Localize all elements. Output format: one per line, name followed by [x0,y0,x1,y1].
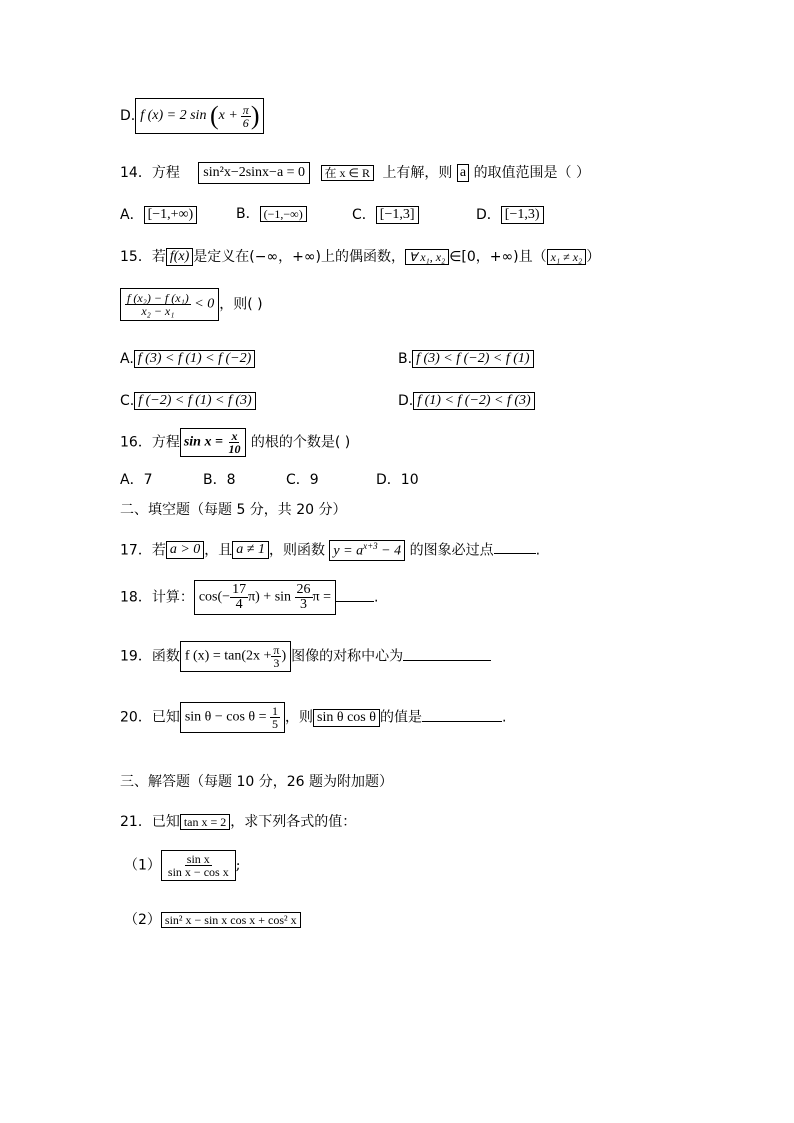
q21-stem: 21．已知 tan x = 2 ，求下列各式的值： [120,814,357,830]
q14-stem [120,162,590,184]
q14-option-c: C． [−1,3] [352,206,419,224]
q16-stem: 16．方程 sin x = $\frac{x}{10}$ 的根的个数是( ) [120,429,351,456]
q14-number: 14．方程 [120,165,180,181]
q16-option-a: A．7 [120,472,153,488]
q13-option-d [120,98,264,134]
q21-part2: （2） sin² x − sin x cos x + cos² x [124,912,301,928]
q16-option-d: D．10 [376,472,419,488]
q19-answer-blank[interactable] [403,660,491,661]
q20-expression: sin θ cos θ [313,709,380,727]
q18-stem: 18．计算： cos(− $\frac{17}{4}$ π) + sin $\frac{26}{3}$ π = . [120,580,378,615]
q15-option-b: B. f (3) < f (−2) < f (1) [398,350,534,368]
q17-answer-blank[interactable] [494,553,536,554]
q15-stem: 15．若 f(x) 是定义在(−∞，+∞)上的偶函数， ∀ x₁, x₂ ∈[0，+∞)且（ x₁ ≠ x₂ ） [120,249,601,265]
q14-option-b: B． (−1,−∞) [236,206,307,222]
q14-option-d: D． [−1,3) [476,206,544,224]
q15-option-c: C. f (−2) < f (1) < f (3) [120,392,256,410]
q14-text-end: 的取值范围是（ ） [473,165,591,181]
q16-equation: sin x = $\frac{x}{10}$ [180,428,247,457]
q18-answer-blank[interactable] [336,601,374,602]
q16-option-c: C．9 [286,472,319,488]
q21-part1: （1） $\frac{\text{sin x}}{\text{sin x − cos x}}$ ; [124,852,241,879]
q14-var: a [457,164,469,182]
q17-stem: 17．若 a > 0 ，且 a ≠ 1 ，则函数 $y = a^{x+3} - 4$ 的图象必过点 . [120,541,541,559]
q21-condition: tan x = 2 [180,814,230,830]
q16-option-b: B．8 [203,472,236,488]
q15-neq: x₁ ≠ x₂ [547,249,587,265]
q15-condition: $\frac{\text{f (x₂) − f (x₁)}}{\text{x₂ − x₁}}$ < 0 ，则( ) [120,288,263,321]
q19-stem: 19．函数 f (x) = tan(2x + $\frac{\pi}{3}$ ) 图像的对称中心为 [120,641,491,672]
q20-stem: 20．已知 sin θ − cos θ = $\frac{1}{5}$ ，则 sin θ cos θ 的值是 . [120,704,507,731]
q13-option-d-label: D. [120,108,136,124]
q20-answer-blank[interactable] [422,721,502,722]
q17-function: $y = a^{x+3} - 4$ [329,540,405,561]
q15-fraction: $\frac{\text{f (x₂) − f (x₁)}}{\text{x₂ − x₁}}$ < 0 [120,288,219,321]
q14-domain: 在 x ∈ R [321,165,374,181]
q17-cond2: a ≠ 1 [232,541,269,559]
q19-function: f (x) = tan(2x + $\frac{\pi}{3}$ ) [180,641,291,672]
q18-expression: cos(− $\frac{17}{4}$ π) + sin $\frac{26}{3}$ π = [194,580,336,615]
q15-option-a: A. f (3) < f (1) < f (−2) [120,350,255,368]
q17-cond1: a > 0 [166,541,204,559]
section3-title: 三、解答题（每题 10 分，26 题为附加题） [120,774,393,790]
q21-part2-expression: sin² x − sin x cos x + cos² x [161,912,301,928]
q15-option-d: D. f (1) < f (−2) < f (3) [398,392,535,410]
q14-equation: sin²x−2sinx−a = 0 [198,162,310,184]
q20-condition: sin θ − cos θ = $\frac{1}{5}$ [180,702,285,733]
q14-option-a: A． [−1,+∞) [120,206,197,224]
q15-forall: ∀ x₁, x₂ [405,249,449,265]
q13-option-d-formula: f (x) = 2 sin (x + $\frac{\pi}{6}$ ) [135,98,264,134]
q21-part1-fraction: $\frac{\text{sin x}}{\text{sin x − cos x}}$ [161,850,236,881]
q14-text-mid: 上有解，则 [382,165,453,181]
q15-fx: f(x) [166,248,193,266]
section2-title: 二、填空题（每题 5 分，共 20 分） [120,502,347,518]
